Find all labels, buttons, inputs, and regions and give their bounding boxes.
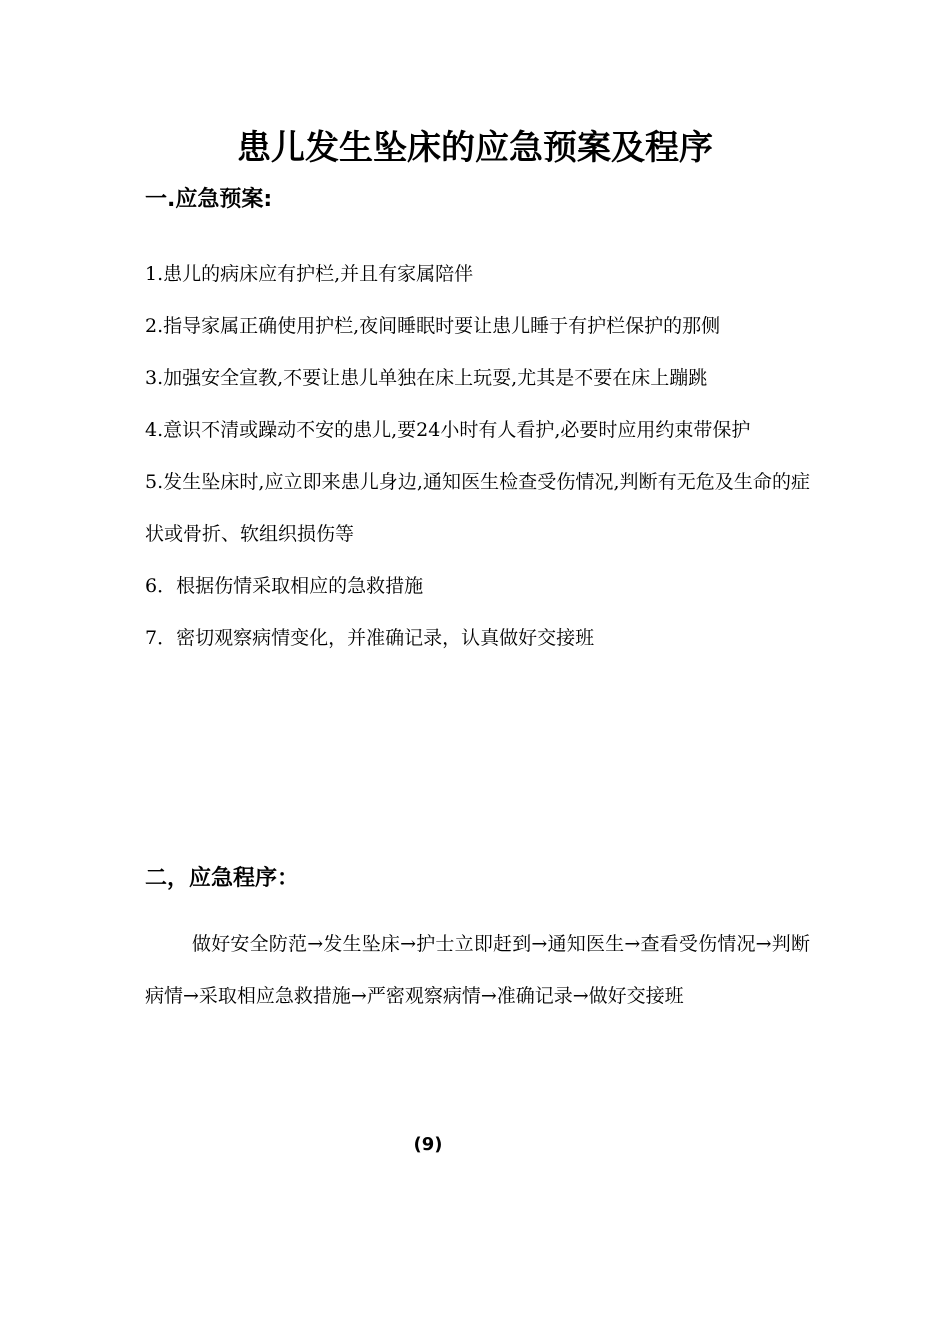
section-heading-emergency-procedure: 二，应急程序： — [145, 866, 300, 891]
emergency-plan-list — [145, 248, 810, 664]
list-item: 3.加强安全宣教,不要让患儿单独在床上玩耍,尤其是不要在床上蹦跳 — [145, 367, 708, 389]
page-number: (9) — [413, 1134, 443, 1155]
list-item: 6．根据伤情采取相应的急救措施 — [145, 575, 424, 597]
list-item: 7．密切观察病情变化，并准确记录，认真做好交接班 — [145, 627, 595, 649]
list-item: 5.发生坠床时,应立即来患儿身边,通知医生检查受伤情况,判断有无危及生命的症状或骨折、软组织损伤等 — [145, 471, 810, 545]
list-item: 4.意识不清或躁动不安的患儿,要24小时有人看护,必要时应用约束带保护 — [145, 419, 751, 441]
list-item: 1.患儿的病床应有护栏,并且有家属陪伴 — [145, 263, 474, 285]
emergency-procedure-text: 做好安全防范→发生坠床→护士立即赶到→通知医生→查看受伤情况→判断病情→采取相应急救措施→严密观察病情→准确记录→做好交接班 — [145, 933, 810, 1007]
section-heading-emergency-plan: 一.应急预案: — [145, 187, 273, 212]
document-title: 患儿发生坠床的应急预案及程序 — [237, 128, 713, 168]
list-item: 2.指导家属正确使用护栏,夜间睡眠时要让患儿睡于有护栏保护的那侧 — [145, 315, 721, 337]
